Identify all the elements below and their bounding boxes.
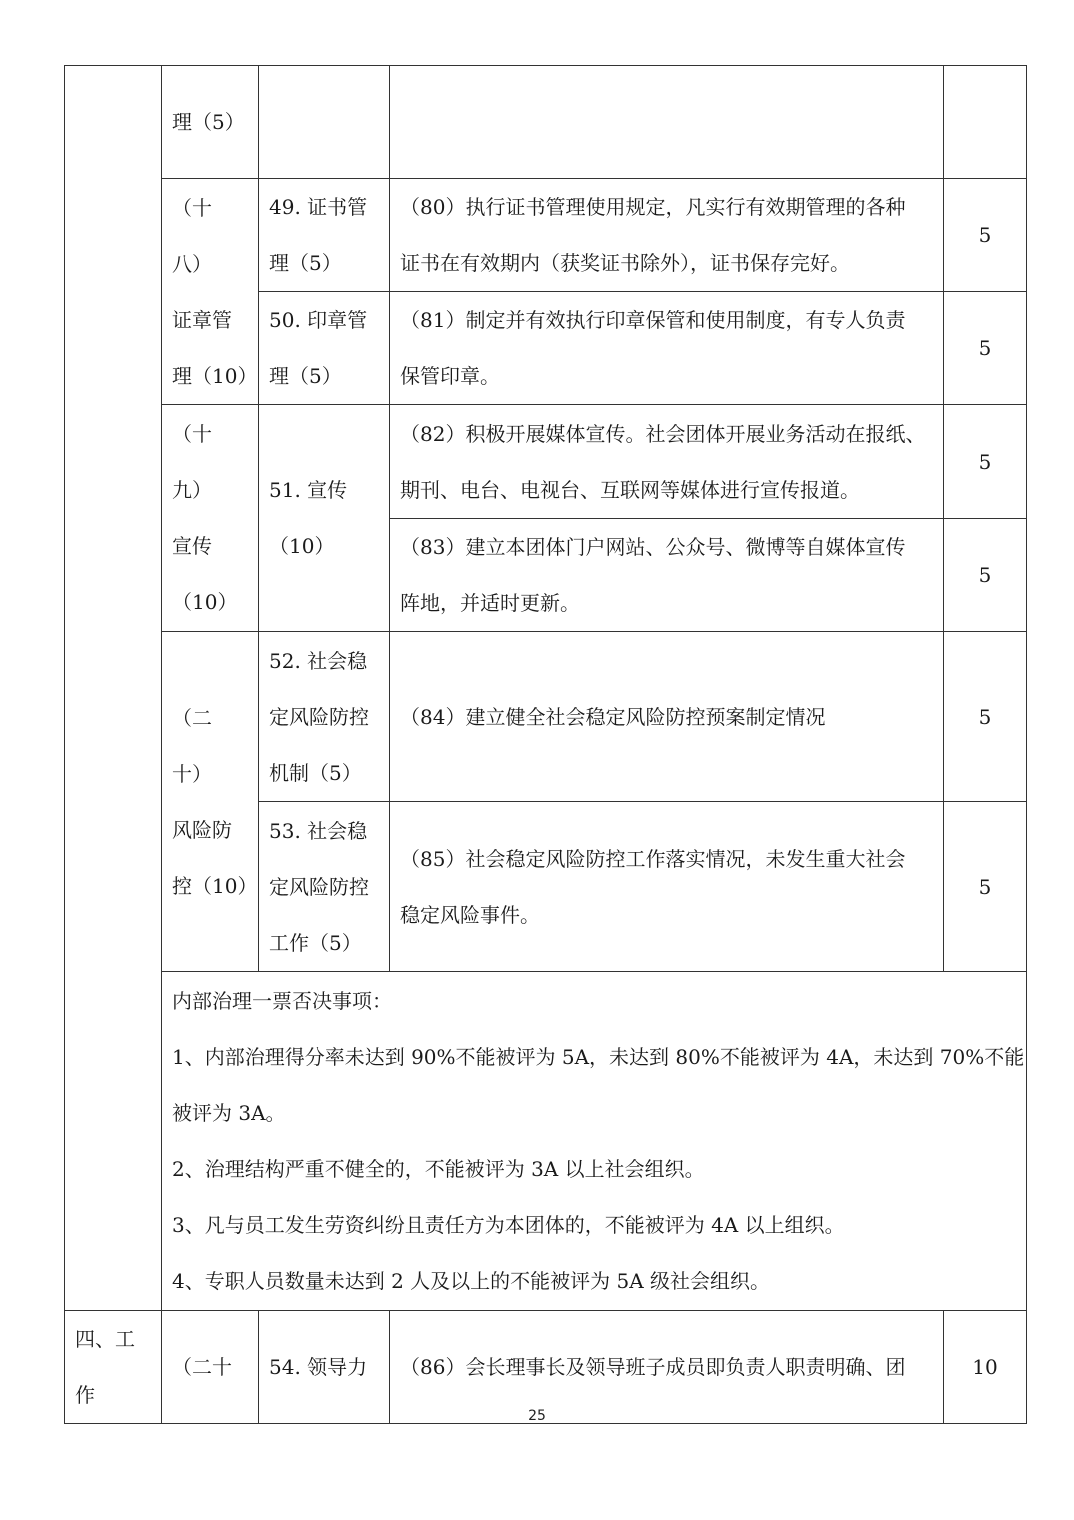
criteria-cell: [390, 292, 944, 405]
score-text: 5: [978, 336, 992, 360]
table-row: [65, 1311, 1027, 1424]
score-text: 10: [972, 1355, 998, 1379]
category-cell: [162, 179, 259, 405]
category-text: （二十） 风险防 控（10）: [172, 705, 258, 898]
criteria-cell: [390, 66, 944, 179]
score-text: 5: [978, 704, 992, 729]
score-cell: [944, 632, 1027, 802]
score-cell: [944, 292, 1027, 405]
criteria-text: （83）建立本团体门户网站、公众号、微博等自媒体宣传 阵地，并适时更新。: [400, 535, 906, 615]
evaluation-table: [64, 65, 1027, 1424]
veto-item: 3、凡与员工发生劳资纠纷且责任方为本团体的，不能被评为 4A 以上组织。: [172, 1213, 845, 1237]
score-cell: [944, 802, 1027, 972]
item-cell: [259, 179, 390, 292]
category-cell: [162, 405, 259, 632]
veto-item: 2、治理结构严重不健全的，不能被评为 3A 以上社会组织。: [172, 1157, 705, 1181]
criteria-text: （84）建立健全社会稳定风险防控预案制定情况: [400, 704, 826, 729]
table-row: [65, 972, 1027, 1311]
table-row: [65, 632, 1027, 802]
item-cell: [259, 802, 390, 972]
item-text: 51. 宣传 （10）: [269, 478, 348, 558]
section-cell-continuation: [65, 66, 162, 1311]
table-row: [65, 179, 1027, 292]
criteria-cell: [390, 632, 944, 802]
item-text: 52. 社会稳 定风险防控 机制（5）: [269, 648, 369, 785]
veto-item: 4、专职人员数量未达到 2 人及以上的不能被评为 5A 级社会组织。: [172, 1269, 771, 1293]
category-cell: [162, 66, 259, 179]
category-text: （二十: [172, 1355, 232, 1379]
criteria-cell: [390, 179, 944, 292]
veto-item: 1、内部治理得分率未达到 90%不能被评为 5A，未达到 80%不能被评为 4A，未达到 70%不能: [172, 1045, 1025, 1069]
category-text: （十八） 证章管 理（10）: [172, 195, 258, 388]
score-text: 5: [978, 874, 992, 899]
score-cell: [944, 179, 1027, 292]
criteria-text: （85）社会稳定风险防控工作落实情况，未发生重大社会 稳定风险事件。: [400, 846, 906, 927]
item-cell: [259, 632, 390, 802]
category-continuation-text: 理（5）: [172, 110, 245, 134]
veto-item: 被评为 3A。: [172, 1101, 286, 1125]
score-cell: [944, 1311, 1027, 1424]
score-cell: [944, 405, 1027, 519]
score-cell: [944, 519, 1027, 632]
category-cell: [162, 632, 259, 972]
criteria-cell: [390, 802, 944, 972]
veto-cell: [162, 972, 1027, 1311]
category-cell: [162, 1311, 259, 1424]
score-cell: [944, 66, 1027, 179]
category-text: （十九） 宣传 （10）: [172, 422, 238, 614]
item-cell: [259, 292, 390, 405]
criteria-cell: [390, 519, 944, 632]
criteria-text: （81）制定并有效执行印章保管和使用制度，有专人负责 保管印章。: [400, 308, 906, 388]
score-text: 5: [978, 449, 992, 474]
item-cell: [259, 66, 390, 179]
criteria-cell: [390, 1311, 944, 1424]
item-cell: [259, 1311, 390, 1424]
page-number: 25: [528, 1408, 546, 1424]
item-text: 49. 证书管 理（5）: [269, 195, 368, 275]
section-cell: [65, 1311, 162, 1424]
item-text: 54. 领导力: [269, 1355, 368, 1379]
veto-title: 内部治理一票否决事项：: [172, 989, 392, 1013]
criteria-text: （86）会长理事长及领导班子成员即负责人职责明确、团: [400, 1355, 906, 1379]
criteria-text: （82）积极开展媒体宣传。社会团体开展业务活动在报纸、 期刊、电台、电视台、互联网等媒体进行宣传报道。: [400, 421, 926, 502]
item-cell: [259, 405, 390, 632]
item-text: 53. 社会稳 定风险防控 工作（5）: [269, 818, 369, 955]
section-text: 四、工作: [75, 1327, 135, 1407]
score-text: 5: [978, 563, 992, 587]
criteria-text: （80）执行证书管理使用规定，凡实行有效期管理的各种 证书在有效期内（获奖证书除外），证书保存完好。: [400, 195, 906, 275]
table-row: [65, 405, 1027, 519]
score-text: 5: [978, 223, 992, 247]
item-text: 50. 印章管 理（5）: [269, 308, 368, 388]
table-row: [65, 66, 1027, 179]
criteria-cell: [390, 405, 944, 519]
